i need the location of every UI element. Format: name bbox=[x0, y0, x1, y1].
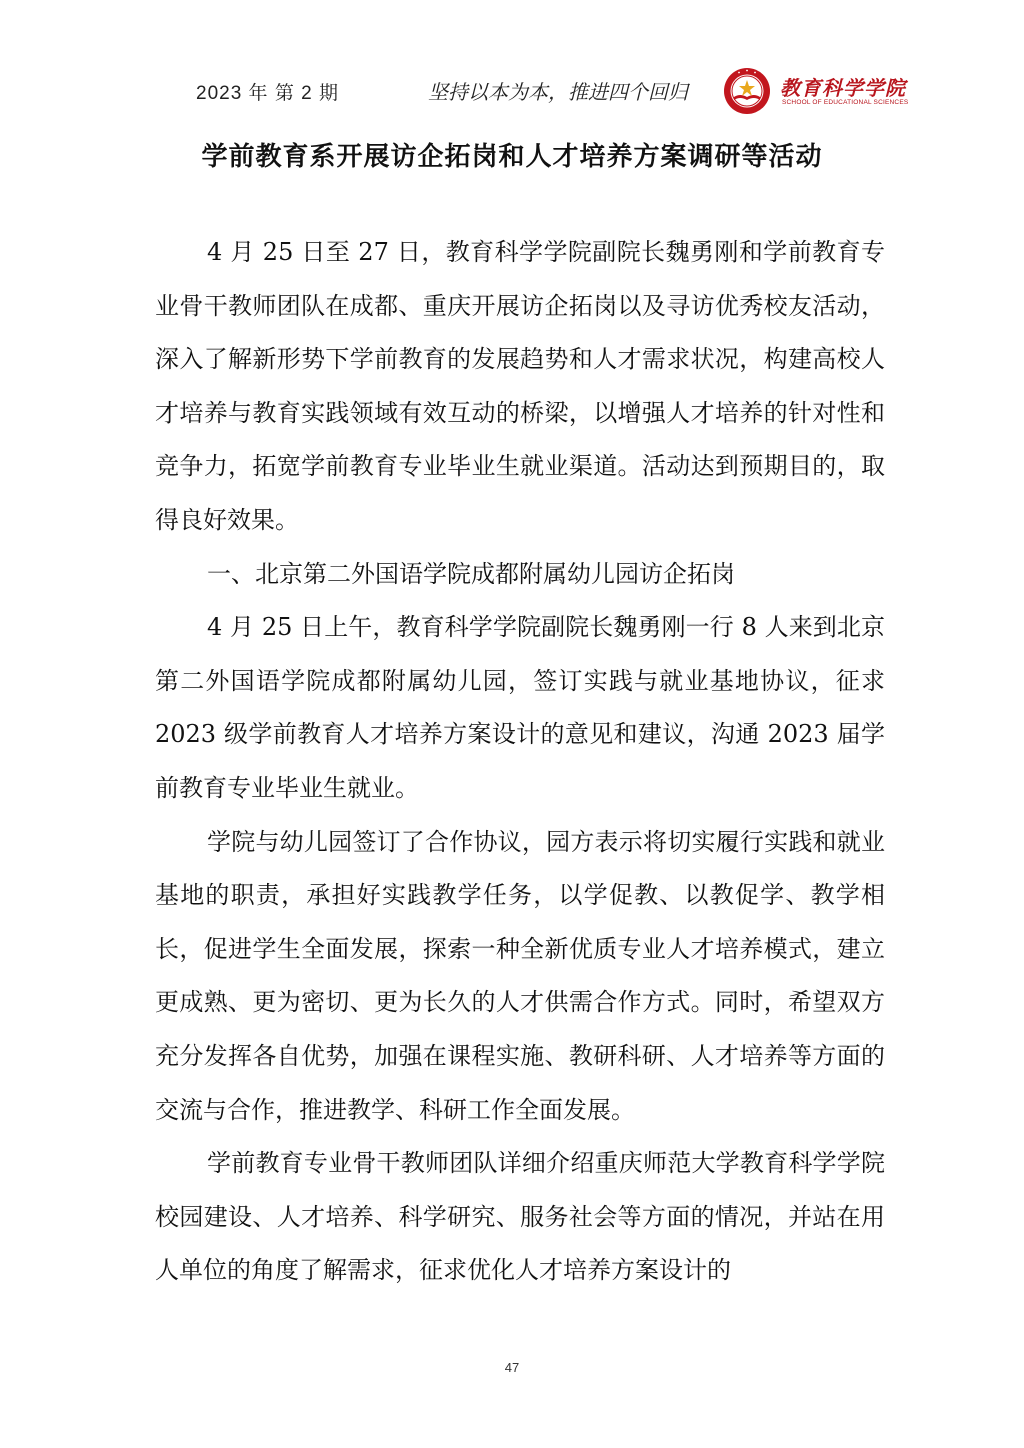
school-emblem-icon bbox=[722, 66, 772, 116]
paragraph: 4 月 25 日上午，教育科学学院副院长魏勇刚一行 8 人来到北京第二外国语学院成都附属幼儿园，签订实践与就业基地协议，征求 2023 级学前教育人才培养方案设计的意见和建议，沟通 2023 届学前教育专业毕业生就业。 bbox=[155, 613, 885, 802]
paragraph: 学院与幼儿园签订了合作协议，园方表示将切实履行实践和就业基地的职责，承担好实践教学任务，以学促教、以教促学、教学相长，促进学生全面发展，探索一种全新优质专业人才培养模式，建立更成熟、更为密切、更为长久的人才供需合作方式。同时，希望双方充分发挥各自优势，加强在课程实施、教研科研、人才培养等方面的交流与合作，推进教学、科研工作全面发展。 bbox=[155, 827, 885, 1124]
logo-school-name: 教育科学学院 bbox=[780, 76, 906, 100]
school-logo bbox=[722, 66, 912, 116]
logo-school-english: SCHOOL OF EDUCATIONAL SCIENCES bbox=[782, 99, 909, 106]
page-number: 47 bbox=[504, 1360, 520, 1375]
issue-label: 2023 年 第 2 期 bbox=[196, 83, 339, 104]
article-title: 学前教育系开展访企拓岗和人才培养方案调研等活动 bbox=[201, 142, 823, 172]
paragraph: 4 月 25 日至 27 日，教育科学学院副院长魏勇刚和学前教育专业骨干教师团队在成都、重庆开展访企拓岗以及寻访优秀校友活动，深入了解新形势下学前教育的发展趋势和人才需求状况，构建高校人才培养与教育实践领域有效互动的桥梁，以增强人才培养的针对性和竞争力，拓宽学前教育专业毕业生就业渠道。活动达到预期目的，取得良好效果。 bbox=[155, 238, 885, 534]
header-motto: 坚持以本为本，推进四个回归 bbox=[428, 80, 688, 104]
article-body bbox=[155, 226, 885, 1298]
paragraph: 学前教育专业骨干教师团队详细介绍重庆师范大学教育科学学院校园建设、人才培养、科学研究、服务社会等方面的情况，并站在用人单位的角度了解需求，征求优化人才培养方案设计的 bbox=[155, 1149, 885, 1285]
section-heading: 一、北京第二外国语学院成都附属幼儿园访企拓岗 bbox=[207, 559, 735, 588]
